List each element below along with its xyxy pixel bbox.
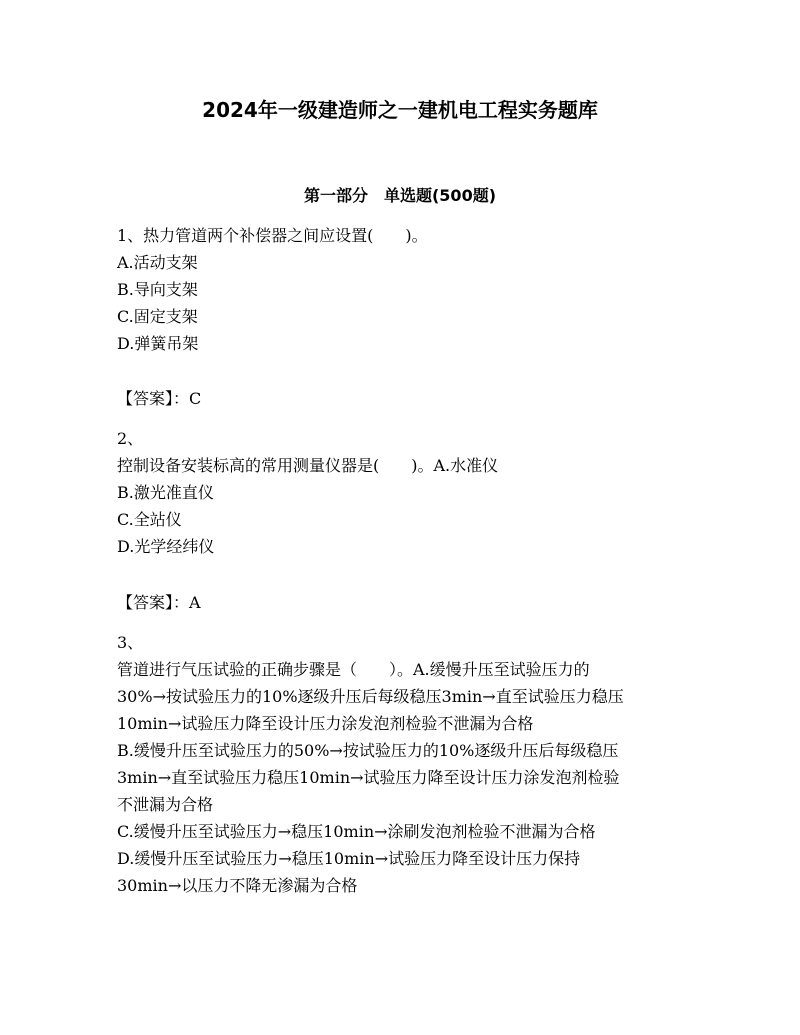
question-2-answer: 【答案】：A — [117, 593, 201, 612]
question-1-option-c: C.固定支架 — [117, 307, 198, 326]
question-3-option-b-line: 不泄漏为合格 — [117, 795, 214, 814]
question-3-option-b-line: B.缓慢升压至试验压力的50%→按试验压力的10%逐级升压后每级稳压 — [117, 741, 619, 760]
question-1-option-a: A.活动支架 — [117, 253, 198, 272]
question-3-option-b-line: 3min→直至试验压力稳压10min→试验压力降至设计压力涂发泡剂检验 — [117, 768, 620, 787]
question-2-stem: 控制设备安装标高的常用测量仪器是( )。A.水准仪 — [117, 456, 499, 475]
question-1-answer: 【答案】：C — [117, 389, 202, 408]
document-title: 2024年一级建造师之一建机电工程实务题库 — [202, 98, 598, 122]
section-heading: 第一部分 单选题(500题) — [303, 186, 497, 205]
question-1-option-d: D.弹簧吊架 — [117, 334, 199, 353]
question-3-option-d-line: 30min→以压力不降无渗漏为合格 — [117, 876, 358, 895]
question-3-option-c: C.缓慢升压至试验压力→稳压10min→涂刷发泡剂检验不泄漏为合格 — [117, 822, 596, 841]
question-2-option-c: C.全站仪 — [117, 510, 182, 529]
question-2-number: 2、 — [117, 429, 144, 448]
question-3-line: 30%→按试验压力的10%逐级升压后每级稳压3min→直至试验压力稳压 — [117, 687, 624, 706]
question-1-stem: 1、热力管道两个补偿器之间应设置( )。 — [117, 226, 428, 245]
question-3-number: 3、 — [117, 633, 144, 652]
question-3-option-d-line: D.缓慢升压至试验压力→稳压10min→试验压力降至设计压力保持 — [117, 849, 581, 868]
question-2-option-d: D.光学经纬仪 — [117, 537, 215, 556]
question-3-line: 10min→试验压力降至设计压力涂发泡剂检验不泄漏为合格 — [117, 714, 534, 733]
question-2-option-b: B.激光准直仪 — [117, 483, 214, 502]
question-1-option-b: B.导向支架 — [117, 280, 198, 299]
question-3-line: 管道进行气压试验的正确步骤是（ ）。A.缓慢升压至试验压力的 — [117, 660, 590, 679]
